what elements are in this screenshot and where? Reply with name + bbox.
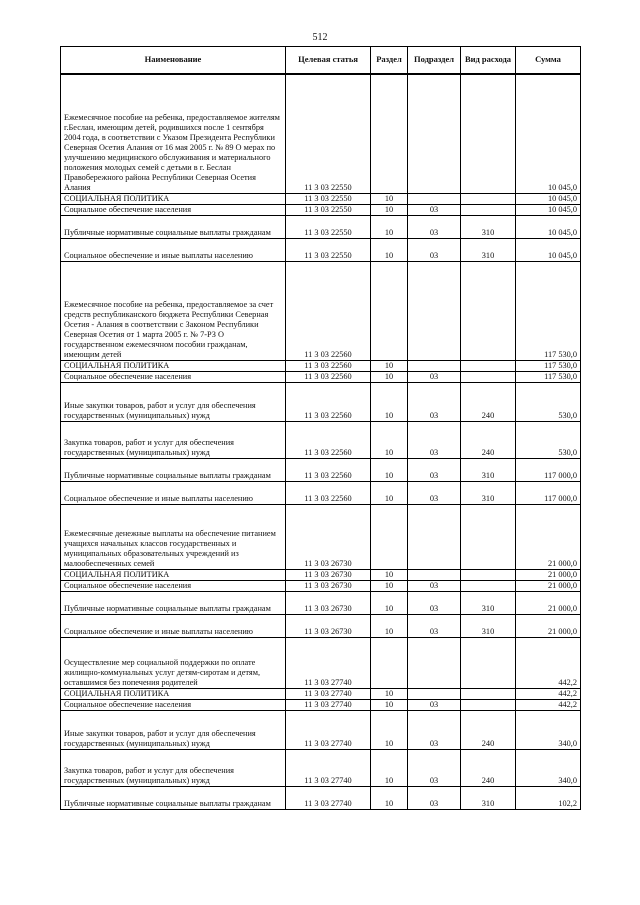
cell-sum: 117 000,0: [516, 459, 581, 482]
cell-subsection: [408, 74, 461, 194]
table-row: [61, 194, 581, 205]
cell-name: СОЦИАЛЬНАЯ ПОЛИТИКА: [61, 570, 286, 581]
table-row: [61, 700, 581, 711]
cell-expense-type: 240: [461, 711, 516, 750]
cell-code: 11 3 03 26730: [286, 592, 371, 615]
cell-name: Ежемесячное пособие на ребенка, предоставляемое за счет средств республиканского бюджета Республики Северная Осетия - Алания в соответствии с Законом Республики Северная Осетия от 1 марта 2005 г. № 7-РЗ О государственном ежемесячном пособии гражданам, имеющим детей: [61, 262, 286, 361]
cell-expense-type: [461, 700, 516, 711]
table-row: [61, 750, 581, 787]
cell-code: 11 3 03 22560: [286, 372, 371, 383]
cell-code: 11 3 03 22550: [286, 239, 371, 262]
cell-expense-type: [461, 570, 516, 581]
cell-section: 10: [371, 372, 408, 383]
cell-name: Иные закупки товаров, работ и услуг для обеспечения государственных (муниципальных) нужд: [61, 383, 286, 422]
cell-subsection: 03: [408, 372, 461, 383]
cell-expense-type: 240: [461, 750, 516, 787]
cell-code: 11 3 03 22560: [286, 361, 371, 372]
cell-name: Социальное обеспечение и иные выплаты населению: [61, 239, 286, 262]
table-row: [61, 787, 581, 810]
table-row: [61, 216, 581, 239]
cell-subsection: 03: [408, 216, 461, 239]
cell-section: 10: [371, 787, 408, 810]
cell-name: Закупка товаров, работ и услуг для обеспечения государственных (муниципальных) нужд: [61, 422, 286, 459]
cell-sum: 117 530,0: [516, 262, 581, 361]
table-row: [61, 372, 581, 383]
table-row: [61, 422, 581, 459]
cell-name: СОЦИАЛЬНАЯ ПОЛИТИКА: [61, 689, 286, 700]
cell-section: 10: [371, 750, 408, 787]
table-row: [61, 361, 581, 372]
cell-section: [371, 638, 408, 689]
cell-name: Социальное обеспечение и иные выплаты населению: [61, 482, 286, 505]
cell-code: 11 3 03 22550: [286, 194, 371, 205]
table-row: [61, 711, 581, 750]
cell-code: 11 3 03 22550: [286, 205, 371, 216]
cell-subsection: 03: [408, 581, 461, 592]
table-row: [61, 459, 581, 482]
cell-sum: 117 530,0: [516, 372, 581, 383]
cell-sum: 530,0: [516, 422, 581, 459]
cell-sum: 442,2: [516, 689, 581, 700]
cell-expense-type: [461, 372, 516, 383]
cell-sum: 21 000,0: [516, 592, 581, 615]
cell-expense-type: 310: [461, 459, 516, 482]
cell-section: 10: [371, 581, 408, 592]
cell-sum: 10 045,0: [516, 216, 581, 239]
table-row: [61, 482, 581, 505]
cell-section: 10: [371, 615, 408, 638]
header-name: Наименование: [61, 47, 286, 75]
table-body: [61, 74, 581, 810]
cell-name: Публичные нормативные социальные выплаты гражданам: [61, 459, 286, 482]
cell-expense-type: [461, 505, 516, 570]
header-code: Целевая статья: [286, 47, 371, 75]
cell-code: 11 3 03 22550: [286, 216, 371, 239]
cell-code: 11 3 03 26730: [286, 570, 371, 581]
cell-subsection: 03: [408, 592, 461, 615]
cell-sum: 21 000,0: [516, 570, 581, 581]
cell-subsection: [408, 194, 461, 205]
cell-sum: 10 045,0: [516, 239, 581, 262]
cell-expense-type: [461, 581, 516, 592]
cell-section: 10: [371, 239, 408, 262]
cell-sum: 21 000,0: [516, 615, 581, 638]
cell-subsection: 03: [408, 459, 461, 482]
cell-expense-type: [461, 205, 516, 216]
cell-section: 10: [371, 459, 408, 482]
table-row: [61, 205, 581, 216]
cell-sum: 117 000,0: [516, 482, 581, 505]
cell-sum: 10 045,0: [516, 205, 581, 216]
cell-section: [371, 74, 408, 194]
cell-expense-type: [461, 689, 516, 700]
table-row: [61, 581, 581, 592]
header-sum: Сумма: [516, 47, 581, 75]
cell-sum: 442,2: [516, 638, 581, 689]
table-row: [61, 505, 581, 570]
cell-expense-type: [461, 194, 516, 205]
cell-name: Ежемесячное пособие на ребенка, предоставляемое жителям г.Беслан, имеющим детей, родившихся после 1 сентября 2004 года, в соответствии с Указом Президента Республики Северная Осетия Алания от 16 мая 2005 г. № 89 О мерах по улучшению медицинского обслуживания и материального положения молодых семей с детьми в г. Беслан Правобережного района Республики Северная Осетия Алания: [61, 74, 286, 194]
cell-section: 10: [371, 205, 408, 216]
cell-name: Социальное обеспечение населения: [61, 581, 286, 592]
cell-expense-type: 240: [461, 383, 516, 422]
cell-sum: 21 000,0: [516, 505, 581, 570]
cell-expense-type: 310: [461, 592, 516, 615]
cell-code: 11 3 03 27740: [286, 689, 371, 700]
cell-name: Осуществление мер социальной поддержки по оплате жилищно-коммунальных услуг детям-сиротам и детям, оставшимся без попечения родителей: [61, 638, 286, 689]
cell-code: 11 3 03 22550: [286, 74, 371, 194]
cell-sum: 117 530,0: [516, 361, 581, 372]
cell-name: СОЦИАЛЬНАЯ ПОЛИТИКА: [61, 194, 286, 205]
cell-subsection: [408, 262, 461, 361]
cell-subsection: [408, 689, 461, 700]
cell-subsection: 03: [408, 205, 461, 216]
table-row: [61, 74, 581, 194]
cell-code: 11 3 03 27740: [286, 787, 371, 810]
cell-code: 11 3 03 22560: [286, 482, 371, 505]
cell-subsection: [408, 570, 461, 581]
cell-code: 11 3 03 27740: [286, 638, 371, 689]
cell-expense-type: 310: [461, 615, 516, 638]
cell-sum: 102,2: [516, 787, 581, 810]
cell-subsection: 03: [408, 482, 461, 505]
cell-subsection: [408, 505, 461, 570]
cell-expense-type: 310: [461, 787, 516, 810]
cell-section: 10: [371, 361, 408, 372]
header-expense-type: Вид расхода: [461, 47, 516, 75]
table-header-row: [61, 47, 581, 75]
cell-subsection: [408, 361, 461, 372]
cell-subsection: 03: [408, 750, 461, 787]
cell-section: 10: [371, 482, 408, 505]
cell-sum: 10 045,0: [516, 194, 581, 205]
cell-code: 11 3 03 27740: [286, 700, 371, 711]
cell-subsection: 03: [408, 422, 461, 459]
table-row: [61, 383, 581, 422]
cell-section: 10: [371, 194, 408, 205]
cell-name: Публичные нормативные социальные выплаты гражданам: [61, 216, 286, 239]
cell-section: 10: [371, 570, 408, 581]
cell-name: Закупка товаров, работ и услуг для обеспечения государственных (муниципальных) нужд: [61, 750, 286, 787]
cell-name: Публичные нормативные социальные выплаты гражданам: [61, 787, 286, 810]
cell-expense-type: [461, 74, 516, 194]
cell-expense-type: 310: [461, 239, 516, 262]
page-number: 512: [312, 32, 328, 43]
cell-code: 11 3 03 26730: [286, 581, 371, 592]
cell-section: [371, 505, 408, 570]
cell-sum: 340,0: [516, 750, 581, 787]
cell-sum: 10 045,0: [516, 74, 581, 194]
cell-expense-type: 240: [461, 422, 516, 459]
cell-name: Социальное обеспечение и иные выплаты населению: [61, 615, 286, 638]
cell-subsection: 03: [408, 383, 461, 422]
header-section: Раздел: [371, 47, 408, 75]
cell-name: Иные закупки товаров, работ и услуг для обеспечения государственных (муниципальных) нужд: [61, 711, 286, 750]
cell-expense-type: [461, 361, 516, 372]
cell-name: СОЦИАЛЬНАЯ ПОЛИТИКА: [61, 361, 286, 372]
table-row: [61, 239, 581, 262]
cell-name: Ежемесячные денежные выплаты на обеспечение питанием учащихся начальных классов государственных и муниципальных образовательных учреждений из малообеспеченных семей: [61, 505, 286, 570]
table-row: [61, 615, 581, 638]
cell-code: 11 3 03 26730: [286, 615, 371, 638]
cell-expense-type: [461, 638, 516, 689]
cell-sum: 340,0: [516, 711, 581, 750]
cell-code: 11 3 03 26730: [286, 505, 371, 570]
cell-subsection: 03: [408, 239, 461, 262]
cell-sum: 530,0: [516, 383, 581, 422]
cell-code: 11 3 03 27740: [286, 711, 371, 750]
cell-subsection: 03: [408, 787, 461, 810]
cell-subsection: 03: [408, 615, 461, 638]
table-row: [61, 570, 581, 581]
cell-name: Публичные нормативные социальные выплаты гражданам: [61, 592, 286, 615]
table-row: [61, 689, 581, 700]
cell-subsection: 03: [408, 711, 461, 750]
cell-section: 10: [371, 422, 408, 459]
cell-code: 11 3 03 22560: [286, 422, 371, 459]
cell-section: 10: [371, 216, 408, 239]
cell-code: 11 3 03 22560: [286, 383, 371, 422]
header-subsection: Подраздел: [408, 47, 461, 75]
cell-subsection: 03: [408, 700, 461, 711]
cell-code: 11 3 03 27740: [286, 750, 371, 787]
cell-section: 10: [371, 383, 408, 422]
cell-expense-type: [461, 262, 516, 361]
table-row: [61, 592, 581, 615]
cell-section: 10: [371, 592, 408, 615]
cell-expense-type: 310: [461, 482, 516, 505]
cell-code: 11 3 03 22560: [286, 459, 371, 482]
cell-section: [371, 262, 408, 361]
cell-sum: 442,2: [516, 700, 581, 711]
cell-sum: 21 000,0: [516, 581, 581, 592]
cell-section: 10: [371, 711, 408, 750]
table-row: [61, 262, 581, 361]
cell-section: 10: [371, 700, 408, 711]
cell-code: 11 3 03 22560: [286, 262, 371, 361]
cell-expense-type: 310: [461, 216, 516, 239]
cell-name: Социальное обеспечение населения: [61, 700, 286, 711]
cell-name: Социальное обеспечение населения: [61, 205, 286, 216]
budget-table: [60, 46, 581, 810]
cell-section: 10: [371, 689, 408, 700]
cell-name: Социальное обеспечение населения: [61, 372, 286, 383]
cell-subsection: [408, 638, 461, 689]
table-row: [61, 638, 581, 689]
